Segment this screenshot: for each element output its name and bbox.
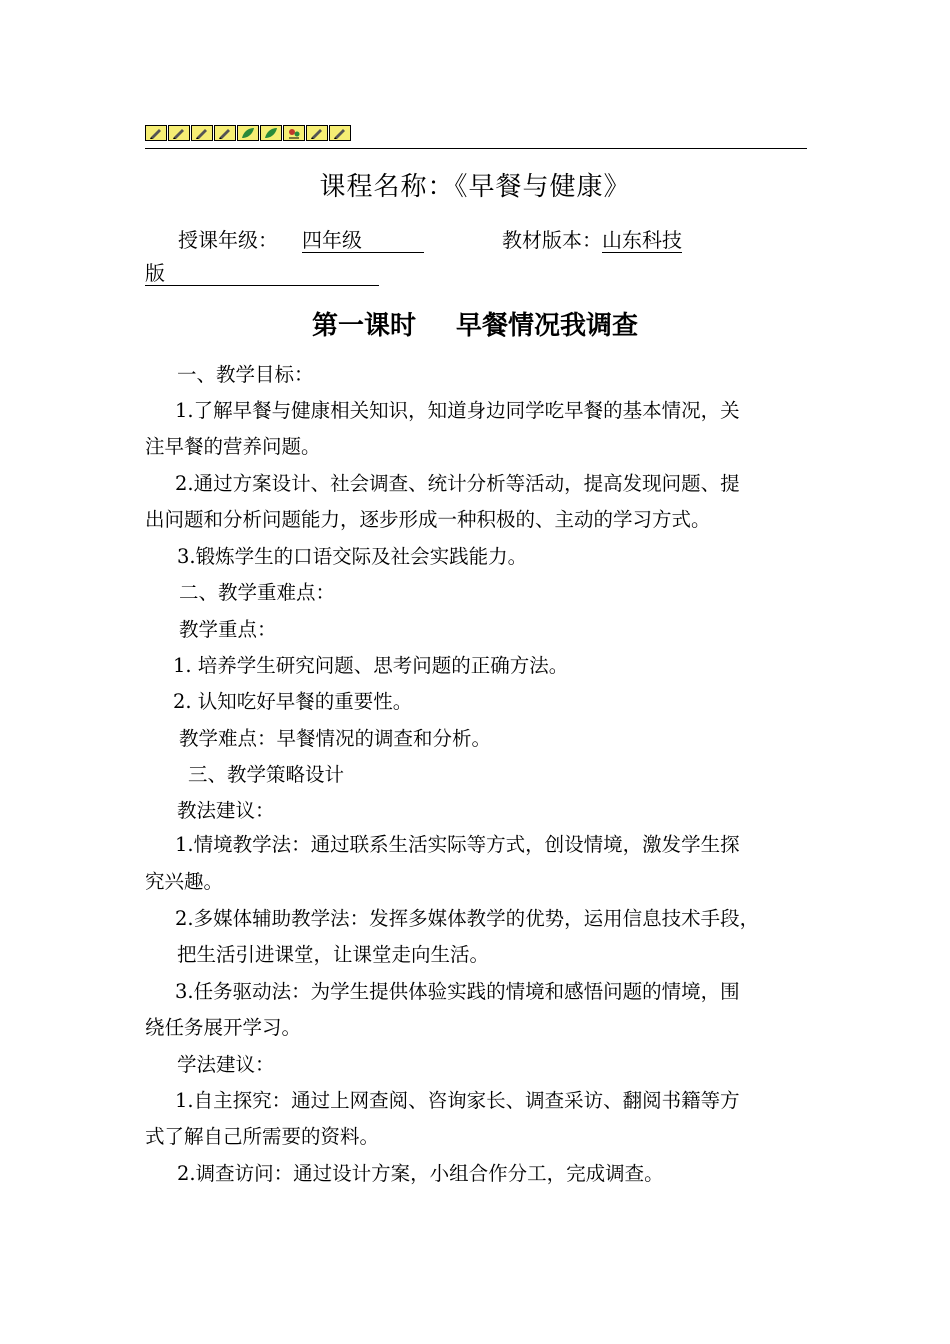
body-line: 式了解自己所需要的资料。	[145, 1125, 380, 1148]
body-line: 1.情境教学法：通过联系生活实际等方式，创设情境，激发学生探	[175, 833, 740, 856]
pencil-icon	[306, 125, 328, 141]
grade-label: 授课年级：	[178, 228, 278, 252]
textbook-value-continued: 版	[145, 261, 379, 286]
body-line: 2. 认知吃好早餐的重要性。	[173, 690, 413, 713]
leaf-icon	[260, 125, 282, 141]
lesson-number: 第一课时	[311, 311, 416, 341]
pencil-icon	[145, 125, 167, 141]
textbook-row-continued	[145, 261, 379, 286]
pencil-icon	[168, 125, 190, 141]
course-title: 课程名称：《早餐与健康》	[319, 172, 631, 202]
flower-icon	[283, 125, 305, 141]
lesson-heading	[0, 305, 950, 342]
section-heading: 二、教学重难点：	[179, 581, 336, 604]
body-line: 绕任务展开学习。	[145, 1016, 302, 1039]
leaf-icon	[237, 125, 259, 141]
body-line: 1. 培养学生研究问题、思考问题的正确方法。	[173, 654, 569, 677]
body-line: 2.调查访问：通过设计方案，小组合作分工，完成调查。	[177, 1162, 664, 1185]
subsection-heading: 教学重点：	[179, 618, 277, 641]
body-line: 2.通过方案设计、社会调查、统计分析等活动，提高发现问题、提	[175, 472, 740, 495]
grade-row	[178, 224, 424, 253]
section-heading: 一、教学目标：	[177, 363, 314, 386]
body-line: 把生活引进课堂，让课堂走向生活。	[177, 943, 490, 966]
lesson-name: 早餐情况我调查	[456, 311, 639, 341]
body-line: 3.任务驱动法：为学生提供体验实践的情境和感悟问题的情境，围	[175, 980, 740, 1003]
pencil-icon	[329, 125, 351, 141]
body-line: 出问题和分析问题能力，逐步形成一种积极的、主动的学习方式。	[145, 508, 711, 531]
section-heading: 三、教学策略设计	[188, 763, 345, 786]
subsection-heading: 教法建议：	[177, 799, 275, 822]
textbook-value: 山东科技	[602, 228, 682, 252]
pencil-icon	[191, 125, 213, 141]
body-line: 3.锻炼学生的口语交际及社会实践能力。	[177, 545, 528, 568]
pencil-icon	[214, 125, 236, 141]
body-line: 1.自主探究：通过上网查阅、咨询家长、调查采访、翻阅书籍等方	[175, 1089, 740, 1112]
body-line: 究兴趣。	[145, 870, 224, 893]
body-line: 注早餐的营养问题。	[145, 435, 321, 458]
body-line: 2.多媒体辅助教学法：发挥多媒体教学的优势，运用信息技术手段，	[175, 907, 760, 930]
subsection-heading: 学法建议：	[177, 1053, 275, 1076]
header-rule	[145, 148, 807, 149]
body-line: 1.了解早餐与健康相关知识，知道身边同学吃早餐的基本情况，关	[175, 399, 740, 422]
textbook-label: 教材版本：	[502, 228, 602, 252]
decorative-icon-strip	[145, 125, 351, 141]
textbook-row	[502, 224, 682, 253]
grade-value: 四年级	[302, 228, 424, 253]
body-line: 教学难点：早餐情况的调查和分析。	[179, 727, 492, 750]
